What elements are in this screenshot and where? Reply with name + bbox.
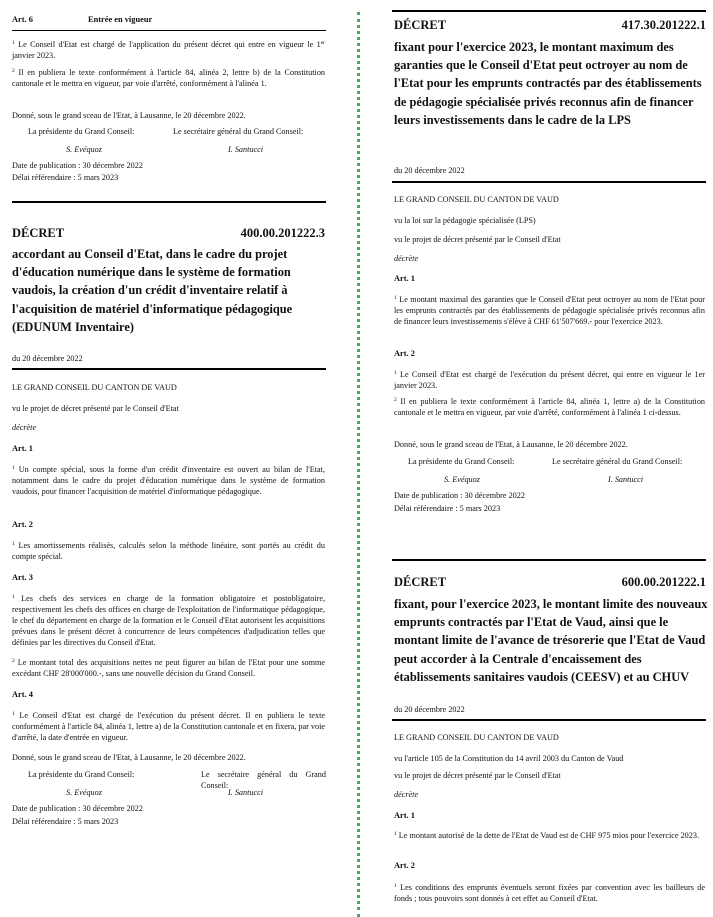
art2-paragraph-1: $^1$ Le Conseil d'Etat est chargé de l'exécution du présent décret, qui entre en vigueur le 1er janvier 2023. <box>394 370 705 390</box>
decree-number: 600.00.201222.1 <box>621 575 706 589</box>
rule <box>392 719 706 721</box>
decree-number: 400.00.201222.3 <box>240 226 325 240</box>
president-title: La présidente du Grand Conseil: <box>28 770 135 779</box>
decree-title: fixant, pour l'exercice 2023, le montant limite des nouveaux emprunts contractés par l'Etat de Vaud, ainsi que le montant limite de l'avance de trésorerie que l'Etat de Vaud peut accorder à la Centrale d'encaissement des établissements sanitaires vaudois (CEESV) et au CHUV <box>394 597 708 684</box>
decree-date: du 20 décembre 2022 <box>394 166 465 175</box>
president-name: S. Evéquoz <box>66 145 102 154</box>
section-rule <box>392 10 706 12</box>
column-divider <box>357 12 360 917</box>
president-name: S. Evéquoz <box>66 788 102 797</box>
art1-paragraph-1: $^1$ Le montant maximal des garanties que le Conseil d'Etat peut octroyer au nom de l'Etat pour les emprunts contractés par des établissements de pédagogie spécialisée privés reconnus afin de financer leurs investissements s'élève à CHF 61'507'669.- pour l'exercice 2023. <box>394 295 706 326</box>
art3-label: Art. 3 <box>12 573 33 582</box>
publication-date: Date de publication : 30 décembre 2022 <box>394 491 525 500</box>
given-line: Donné, sous le grand sceau de l'Etat, à Lausanne, le 20 décembre 2022. <box>12 111 246 120</box>
art1-paragraph-1: $^1$ Le montant autorisé de la dette de l'Etat de Vaud est de CHF 975 mios pour l'exercice 2023. <box>394 831 699 840</box>
art2-label: Art. 2 <box>12 520 33 529</box>
decree-number: 417.30.201222.1 <box>621 18 706 32</box>
vu-line-1: vu l'article 105 de la Constitution du 14 avril 2003 du Canton de Vaud <box>394 754 624 763</box>
rule <box>12 368 326 370</box>
vu-line-2: vu le projet de décret présenté par le Conseil d'Etat <box>394 771 561 780</box>
referendum-deadline: Délai référendaire : 5 mars 2023 <box>394 504 501 513</box>
council-heading: LE GRAND CONSEIL DU CANTON DE VAUD <box>394 733 559 742</box>
decrete-label: décrète <box>394 790 419 799</box>
art6-title: Entrée en vigueur <box>88 15 153 24</box>
art4-paragraph-1: $^1$ Le Conseil d'Etat est chargé de l'exécution du présent décret. Il en publiera le texte conformément à l'article 84, alinéa 1, lettre a) de la Constitution cantonale et en fixera, par voie d'arrêté, la date d'entrée en vigueur. <box>12 711 325 742</box>
decree-header <box>394 575 706 590</box>
referendum-deadline: Délai référendaire : 5 mars 2023 <box>12 173 119 182</box>
president-title: La présidente du Grand Conseil: <box>408 457 515 466</box>
rule <box>392 181 706 183</box>
secretary-title: Le secrétaire général du Grand Conseil: <box>552 457 683 466</box>
referendum-deadline: Délai référendaire : 5 mars 2023 <box>12 817 119 826</box>
art2-paragraph-1: $^1$ Les amortissements réalisés, calculés selon la méthode linéaire, sont portés au crédit du compte spécial. <box>12 541 325 561</box>
art1-label: Art. 1 <box>394 274 415 283</box>
decree-title: fixant pour l'exercice 2023, le montant maximum des garanties que le Conseil d'Etat peut octroyer au nom de l'Etat pour les emprunts contractés par des établissements de pédagogie spécialisée privés reconnus afin de financer leurs investissements dans le cadre de la LPS <box>394 40 702 127</box>
art1-paragraph-1: $^1$ Un compte spécial, sous la forme d'un crédit d'inventaire est ouvert au bilan de l'Etat, notamment dans le cadre du projet d'éducation numérique dans le système de formation vaudois, pour financer l'acquisition de matériel d'informatique pédagogique. <box>12 465 326 496</box>
rule <box>12 30 326 31</box>
decree-header <box>12 226 325 241</box>
art6-paragraph-1: $^1$ Le Conseil d'Etat est chargé de l'application du présent décret qui entre en vigueur le 1er janvier 2023. <box>12 40 326 60</box>
given-line: Donné, sous le grand sceau de l'Etat, à Lausanne, le 20 décembre 2022. <box>394 440 628 449</box>
publication-date: Date de publication : 30 décembre 2022 <box>12 804 143 813</box>
art2-paragraph-1: $^1$ Les conditions des emprunts éventuels seront fixées par convention avec les bailleurs de fonds ; tous pouvoirs sont donnés à cet effet au Conseil d'Etat. <box>394 883 705 903</box>
vu-line-2: vu le projet de décret présenté par le Conseil d'Etat <box>394 235 561 244</box>
vu-line-1: vu la loi sur la pédagogie spécialisée (LPS) <box>394 216 536 225</box>
decrete-label: décrète <box>12 423 37 432</box>
art6-label: Art. 6 <box>12 15 33 24</box>
secretary-name: I. Santucci <box>228 145 264 154</box>
decree-date: du 20 décembre 2022 <box>12 354 83 363</box>
art1-label: Art. 1 <box>12 444 33 453</box>
decree-header <box>394 18 706 33</box>
council-heading: LE GRAND CONSEIL DU CANTON DE VAUD <box>12 383 177 392</box>
section-rule <box>12 201 326 203</box>
art2-label: Art. 2 <box>394 861 415 870</box>
president-name: S. Evéquoz <box>444 475 480 484</box>
art4-label: Art. 4 <box>12 690 33 699</box>
decree-title: accordant au Conseil d'Etat, dans le cadre du projet d'éducation numérique dans le système de formation vaudois, la création d'un crédit d'inventaire relatif à l'acquisition de matériel d'informatique pédagogique (EDUNUM Inventaire) <box>12 247 293 334</box>
decree-date: du 20 décembre 2022 <box>394 705 465 714</box>
art3-paragraph-1: $^1$ Les chefs des services en charge de la formation obligatoire et postobligatoire, respectivement les chefs des offices en charge de l'exploitation de l'informatique pédagogique, le chef du département en charge de la formation et le Conseil d'Etat autorisent les acquisitions prévues dans le présent décret à concurrence de leurs compétences d'adjudication telles que définies par les directives du Conseil d'Etat. <box>12 594 325 647</box>
decrete-label: décrète <box>394 254 419 263</box>
council-heading: LE GRAND CONSEIL DU CANTON DE VAUD <box>394 195 559 204</box>
given-line: Donné, sous le grand sceau de l'Etat, à Lausanne, le 20 décembre 2022. <box>12 753 246 762</box>
art3-paragraph-2: $^2$ Le montant total des acquisitions nettes ne peut figurer au bilan de l'Etat pour une somme excédant CHF 28'000'000.-, sans une nouvelle décision du Grand Conseil. <box>12 658 325 678</box>
section-rule <box>392 559 706 561</box>
art1-label: Art. 1 <box>394 811 415 820</box>
decree-word: DÉCRET <box>12 226 65 240</box>
decree-word: DÉCRET <box>394 575 447 589</box>
publication-date: Date de publication : 30 décembre 2022 <box>12 161 143 170</box>
secretary-name: I. Santucci <box>608 475 644 484</box>
art2-label: Art. 2 <box>394 349 415 358</box>
vu-line-1: vu le projet de décret présenté par le Conseil d'Etat <box>12 404 179 413</box>
secretary-name: I. Santucci <box>228 788 264 797</box>
art2-paragraph-2: $^2$ Il en publiera le texte conformément à l'article 84, alinéa 1, lettre a) de la Constitution cantonale et le mettra en vigueur, par voie d'arrêté, conformément à l'alinéa 1 ci-dessus. <box>394 397 706 417</box>
secretary-title: Le secrétaire général du Grand Conseil: <box>173 127 304 136</box>
president-title: La présidente du Grand Conseil: <box>28 127 135 136</box>
art6-paragraph-2: $^2$ Il en publiera le texte conformément à l'article 84, alinéa 2, lettre b) de la Constitution cantonale et le mettra en vigueur, par voie d'arrêté, conformément à l'alinéa 1. <box>12 68 326 88</box>
secretary-title: Le secrétaire général du Grand Conseil: <box>201 770 326 790</box>
decree-word: DÉCRET <box>394 18 447 32</box>
